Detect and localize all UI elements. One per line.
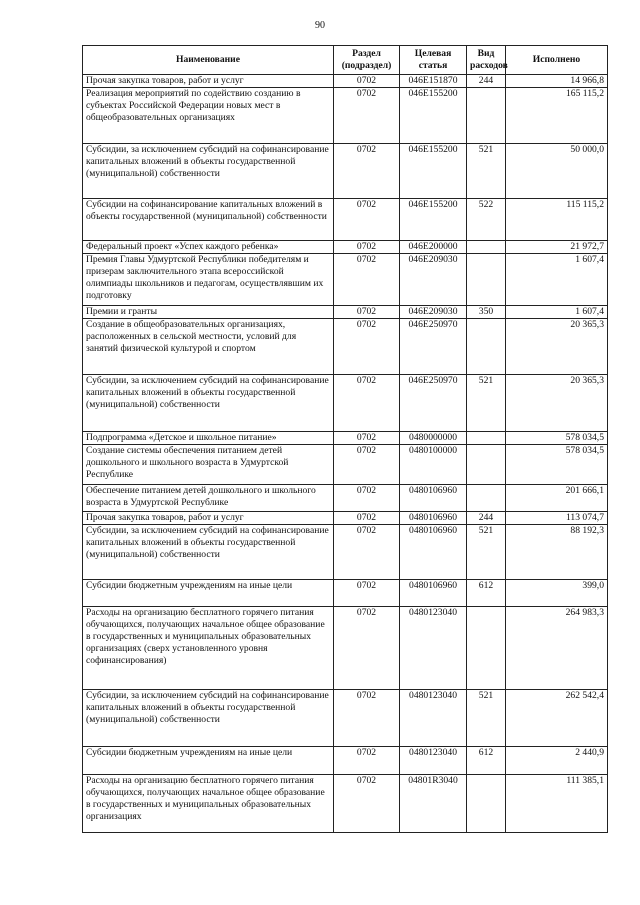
header-executed: Исполнено — [506, 46, 608, 75]
row-section: 0702 — [334, 525, 400, 580]
row-article: 046E200000 — [400, 241, 467, 254]
table-row — [83, 580, 608, 607]
row-article: 046E250970 — [400, 319, 467, 375]
budget-table — [82, 45, 608, 833]
table-row — [83, 306, 608, 319]
table-row — [83, 690, 608, 747]
row-section: 0702 — [334, 445, 400, 485]
row-section: 0702 — [334, 607, 400, 690]
row-article: 0480106960 — [400, 580, 467, 607]
row-article: 046E155200 — [400, 88, 467, 144]
row-name: Премии и гранты — [83, 306, 334, 319]
row-expense-type — [467, 607, 506, 690]
table-row — [83, 445, 608, 485]
row-name: Федеральный проект «Успех каждого ребенка» — [83, 241, 334, 254]
row-article: 0480106960 — [400, 485, 467, 512]
row-section: 0702 — [334, 75, 400, 88]
row-article: 0480106960 — [400, 512, 467, 525]
row-expense-type: 244 — [467, 75, 506, 88]
row-name: Создание системы обеспечения питанием детей дошкольного и школьного возраста в Удмуртской Республике — [83, 445, 334, 485]
row-section: 0702 — [334, 254, 400, 306]
row-executed: 1 607,4 — [506, 306, 608, 319]
table-row — [83, 75, 608, 88]
row-section: 0702 — [334, 432, 400, 445]
row-article: 0480106960 — [400, 525, 467, 580]
row-article: 0480123040 — [400, 607, 467, 690]
row-expense-type — [467, 775, 506, 833]
row-name: Субсидии на софинансирование капитальных вложений в объекты государственной (муниципальной) собственности — [83, 199, 334, 241]
row-article: 0480123040 — [400, 747, 467, 775]
table-row — [83, 432, 608, 445]
row-section: 0702 — [334, 775, 400, 833]
table-row — [83, 199, 608, 241]
table-row — [83, 144, 608, 199]
row-expense-type: 350 — [467, 306, 506, 319]
table-row — [83, 512, 608, 525]
row-expense-type — [467, 241, 506, 254]
row-expense-type — [467, 485, 506, 512]
table-row — [83, 241, 608, 254]
header-name: Наименование — [83, 46, 334, 75]
table-row — [83, 485, 608, 512]
row-name: Подпрограмма «Детское и школьное питание» — [83, 432, 334, 445]
row-executed: 2 440,9 — [506, 747, 608, 775]
row-article: 0480123040 — [400, 690, 467, 747]
table-row — [83, 607, 608, 690]
row-executed: 115 115,2 — [506, 199, 608, 241]
row-name: Реализация мероприятий по содействию созданию в субъектах Российской Федерации новых мест в общеобразовательных организациях — [83, 88, 334, 144]
row-section: 0702 — [334, 690, 400, 747]
row-article: 0480100000 — [400, 445, 467, 485]
row-executed: 1 607,4 — [506, 254, 608, 306]
row-expense-type: 522 — [467, 199, 506, 241]
table-row — [83, 775, 608, 833]
table-row — [83, 254, 608, 306]
row-expense-type: 244 — [467, 512, 506, 525]
row-executed: 20 365,3 — [506, 319, 608, 375]
row-name: Субсидии бюджетным учреждениям на иные цели — [83, 747, 334, 775]
row-section: 0702 — [334, 241, 400, 254]
row-section: 0702 — [334, 319, 400, 375]
row-executed: 578 034,5 — [506, 445, 608, 485]
page-number: 90 — [315, 20, 325, 31]
row-article: 0480000000 — [400, 432, 467, 445]
row-article: 04801R3040 — [400, 775, 467, 833]
row-name: Субсидии, за исключением субсидий на софинансирование капитальных вложений в объекты государственной (муниципальной) собственности — [83, 144, 334, 199]
row-executed: 20 365,3 — [506, 375, 608, 432]
row-name: Расходы на организацию бесплатного горячего питания обучающихся, получающих начальное общее образование в государственных и муниципальных образовательных организациях (сверх установленного уровня софинансирования) — [83, 607, 334, 690]
row-section: 0702 — [334, 306, 400, 319]
row-expense-type: 521 — [467, 144, 506, 199]
row-expense-type — [467, 445, 506, 485]
row-section: 0702 — [334, 580, 400, 607]
row-article: 046E155200 — [400, 199, 467, 241]
row-executed: 165 115,2 — [506, 88, 608, 144]
row-executed: 578 034,5 — [506, 432, 608, 445]
header-article: Целевая статья — [400, 46, 467, 75]
row-expense-type — [467, 432, 506, 445]
row-name: Субсидии, за исключением субсидий на софинансирование капитальных вложений в объекты государственной (муниципальной) собственности — [83, 375, 334, 432]
row-executed: 14 966,8 — [506, 75, 608, 88]
table-row — [83, 747, 608, 775]
row-section: 0702 — [334, 88, 400, 144]
row-article: 046E155200 — [400, 144, 467, 199]
row-executed: 201 666,1 — [506, 485, 608, 512]
row-name: Прочая закупка товаров, работ и услуг — [83, 512, 334, 525]
row-executed: 111 385,1 — [506, 775, 608, 833]
row-name: Субсидии бюджетным учреждениям на иные цели — [83, 580, 334, 607]
row-section: 0702 — [334, 512, 400, 525]
row-section: 0702 — [334, 375, 400, 432]
row-name: Субсидии, за исключением субсидий на софинансирование капитальных вложений в объекты государственной (муниципальной) собственности — [83, 525, 334, 580]
row-expense-type: 521 — [467, 690, 506, 747]
row-expense-type: 521 — [467, 375, 506, 432]
row-name: Создание в общеобразовательных организациях, расположенных в сельской местности, условий для занятий физической культурой и спортом — [83, 319, 334, 375]
row-name: Прочая закупка товаров, работ и услуг — [83, 75, 334, 88]
row-expense-type: 612 — [467, 580, 506, 607]
header-expense-type: Вид расходов — [467, 46, 506, 75]
row-expense-type — [467, 88, 506, 144]
row-executed: 88 192,3 — [506, 525, 608, 580]
row-article: 046E209030 — [400, 254, 467, 306]
table-row — [83, 88, 608, 144]
row-name: Премия Главы Удмуртской Республики победителям и призерам заключительного этапа всероссийской олимпиады школьников и педагогам, осуществлявшим их подготовку — [83, 254, 334, 306]
row-name: Расходы на организацию бесплатного горячего питания обучающихся, получающих начальное общее образование в государственных и муниципальных образовательных организациях — [83, 775, 334, 833]
row-executed: 21 972,7 — [506, 241, 608, 254]
row-article: 046E209030 — [400, 306, 467, 319]
row-expense-type: 612 — [467, 747, 506, 775]
row-executed: 264 983,3 — [506, 607, 608, 690]
table-row — [83, 375, 608, 432]
header-section: Раздел (подраздел) — [334, 46, 400, 75]
row-section: 0702 — [334, 199, 400, 241]
row-expense-type: 521 — [467, 525, 506, 580]
row-executed: 50 000,0 — [506, 144, 608, 199]
row-section: 0702 — [334, 485, 400, 512]
table-row — [83, 525, 608, 580]
row-expense-type — [467, 254, 506, 306]
row-name: Обеспечение питанием детей дошкольного и школьного возраста в Удмуртской Республике — [83, 485, 334, 512]
row-executed: 262 542,4 — [506, 690, 608, 747]
row-section: 0702 — [334, 747, 400, 775]
table-header-row — [83, 46, 608, 75]
row-executed: 399,0 — [506, 580, 608, 607]
row-name: Субсидии, за исключением субсидий на софинансирование капитальных вложений в объекты государственной (муниципальной) собственности — [83, 690, 334, 747]
table-row — [83, 319, 608, 375]
row-article: 046E151870 — [400, 75, 467, 88]
row-section: 0702 — [334, 144, 400, 199]
row-expense-type — [467, 319, 506, 375]
row-article: 046E250970 — [400, 375, 467, 432]
row-executed: 113 074,7 — [506, 512, 608, 525]
